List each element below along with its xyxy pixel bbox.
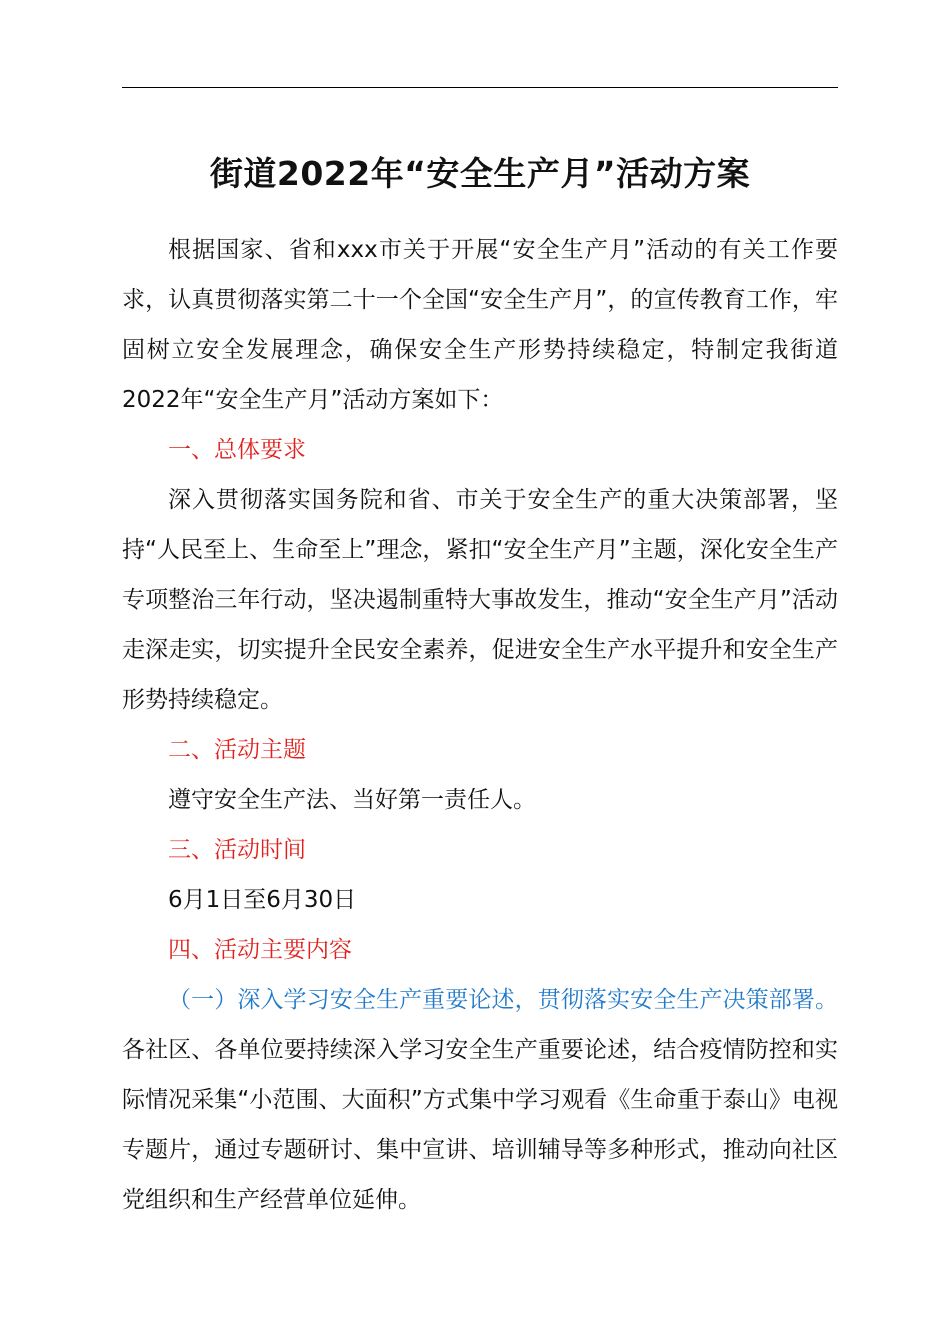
- main-content-item-1: [122, 975, 838, 1225]
- section-heading-main-content: 四、活动主要内容: [168, 937, 352, 963]
- document-title: 街道2022年“安全生产月”活动方案: [209, 154, 751, 193]
- item-1-body: 各社区、各单位要持续深入学习安全生产重要论述，结合疫情防控和实际情况采集“小范围、大面积”方式集中学习观看《生命重于泰山》电视专题片，通过专题研讨、集中宣讲、培训辅导等多种形式，推动向社区党组织和生产经营单位延伸。: [122, 1037, 838, 1213]
- overall-requirements-paragraph: 深入贯彻落实国务院和省、市关于安全生产的重大决策部署，坚持“人民至上、生命至上”理念，紧扣“安全生产月”主题，深化安全生产专项整治三年行动，坚决遏制重特大事故发生，推动“安全生产月”活动走深走实，切实提升全民安全素养，促进安全生产水平提升和安全生产形势持续稳定。: [122, 487, 838, 713]
- activity-time-paragraph: 6月1日至6月30日: [168, 887, 357, 913]
- activity-theme-paragraph: 遵守安全生产法、当好第一责任人。: [168, 787, 536, 813]
- section-heading-activity-theme: 二、活动主题: [168, 737, 306, 763]
- section-heading-activity-time: 三、活动时间: [168, 837, 306, 863]
- intro-paragraph: 根据国家、省和xxx市关于开展“安全生产月”活动的有关工作要求，认真贯彻落实第二十一个全国“安全生产月”，的宣传教育工作，牢固树立安全发展理念，确保安全生产形势持续稳定，特制定我街道2022年“安全生产月”活动方案如下：: [122, 237, 838, 413]
- document-body: [122, 225, 838, 1225]
- item-1-heading: （一）深入学习安全生产重要论述，贯彻落实安全生产决策部署。: [168, 987, 838, 1013]
- header-rule: [122, 87, 838, 88]
- section-heading-overall-requirements: 一、总体要求: [168, 437, 306, 463]
